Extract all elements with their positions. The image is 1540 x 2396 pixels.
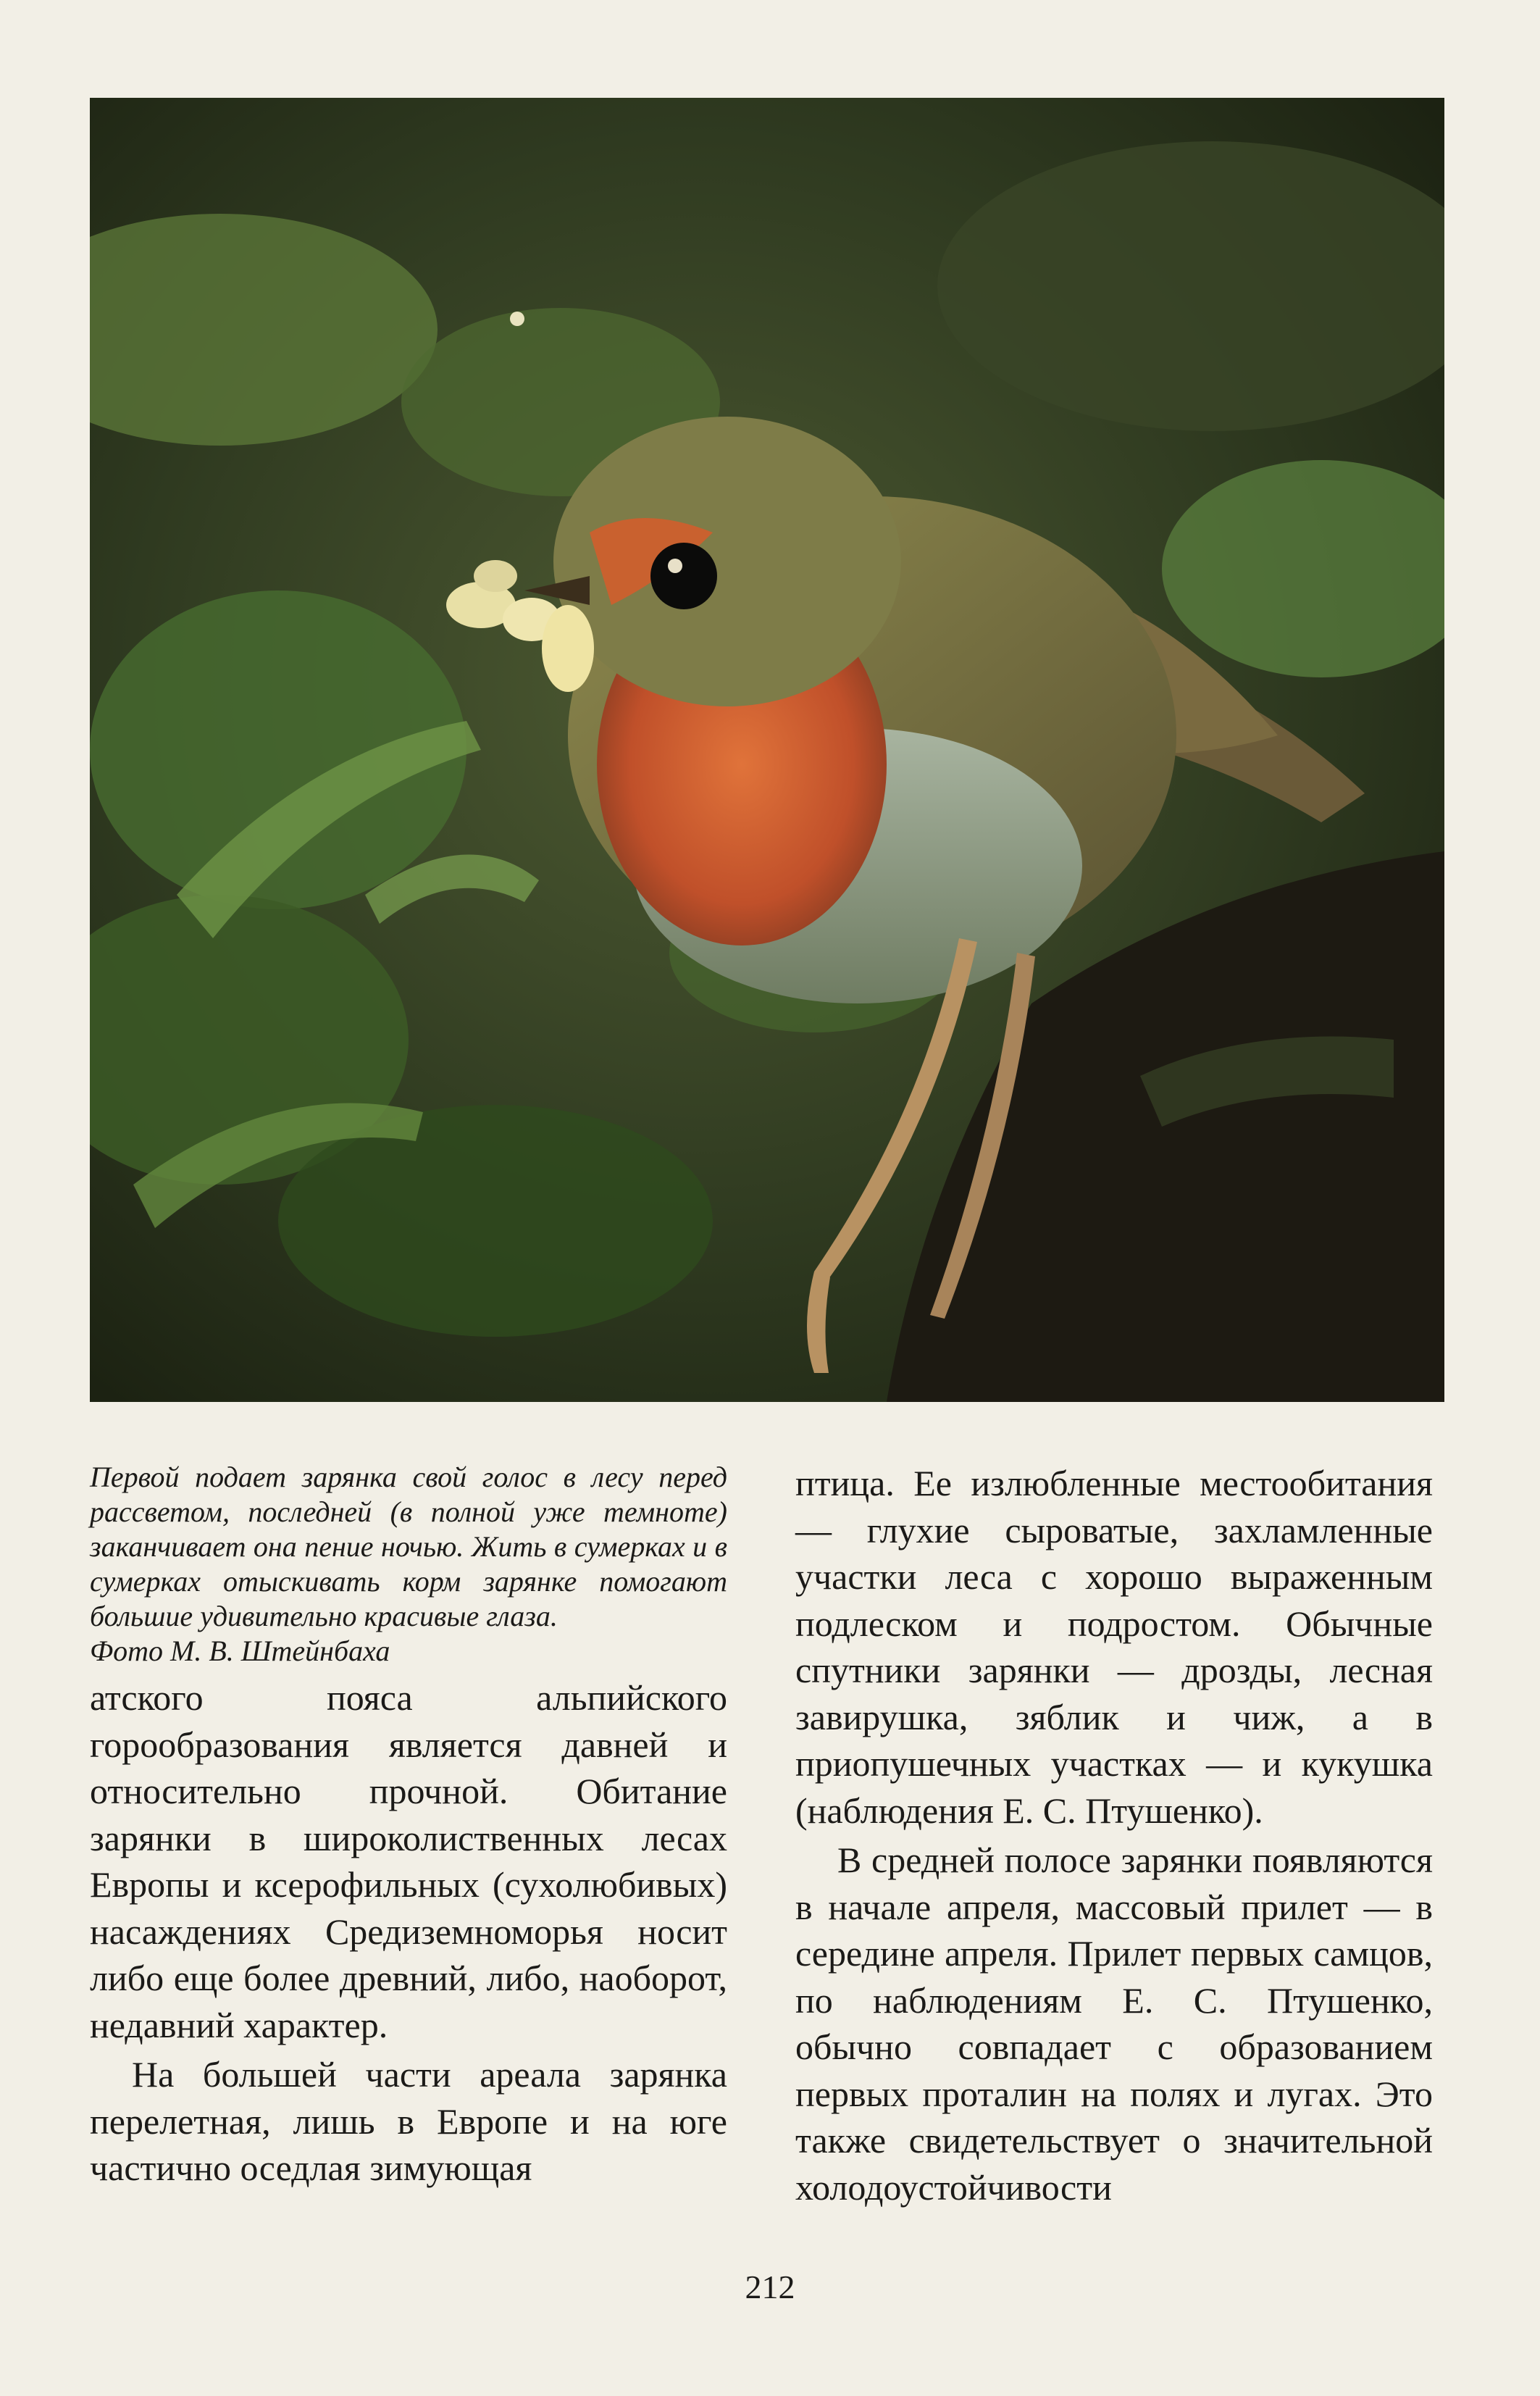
left-column bbox=[90, 1460, 727, 2192]
right-paragraph-1: птица. Ее излюбленные местообитания — глухие сыроватые, захламленные участки леса с хорошо выраженным подлеском и подростом. Обычные спутники зарянки — дрозды, лесная завирушка, зяблик и чиж, а в приопушечных участках — и кукушка (наблюдения Е. С. Птушенко). bbox=[795, 1463, 1433, 1831]
photo-credit: Фото М. В. Штейнбаха bbox=[90, 1635, 390, 1667]
left-paragraph-1: атского пояса альпийского горообразования является давней и относительно прочной. Обитание зарянки в широколиственных лесах Европы и ксерофильных (сухолюбивых) насаждениях Средиземноморья носит либо еще более древний, либо, наоборот, недавний характер. bbox=[90, 1677, 727, 2045]
right-column bbox=[795, 1460, 1433, 2211]
left-paragraph-2: На большей части ареала зарянка перелетная, лишь в Европе и на юге частично оседлая зимующая bbox=[90, 2054, 727, 2188]
caption-text: Первой подает зарянка свой голос в лесу перед рассветом, последней (в полной уже темноте) заканчивает она пение ночью. Жить в сумерках и в сумерках отыскивать корм зарянке помогают большие удивительно красивые глаза. bbox=[90, 1461, 727, 1632]
photo-caption bbox=[90, 1460, 727, 1669]
right-paragraph-2: В средней полосе зарянки появляются в начале апреля, массовый прилет — в середине апреля. Прилет первых самцов, по наблюдениям Е. С. Птушенко, обычно совпадает с образованием первых проталин на полях и лугах. Это также свидетельствует о значительной холодоустойчивости bbox=[795, 1840, 1433, 2208]
page-number: 212 bbox=[745, 2268, 795, 2305]
robin-photo bbox=[90, 98, 1444, 1402]
